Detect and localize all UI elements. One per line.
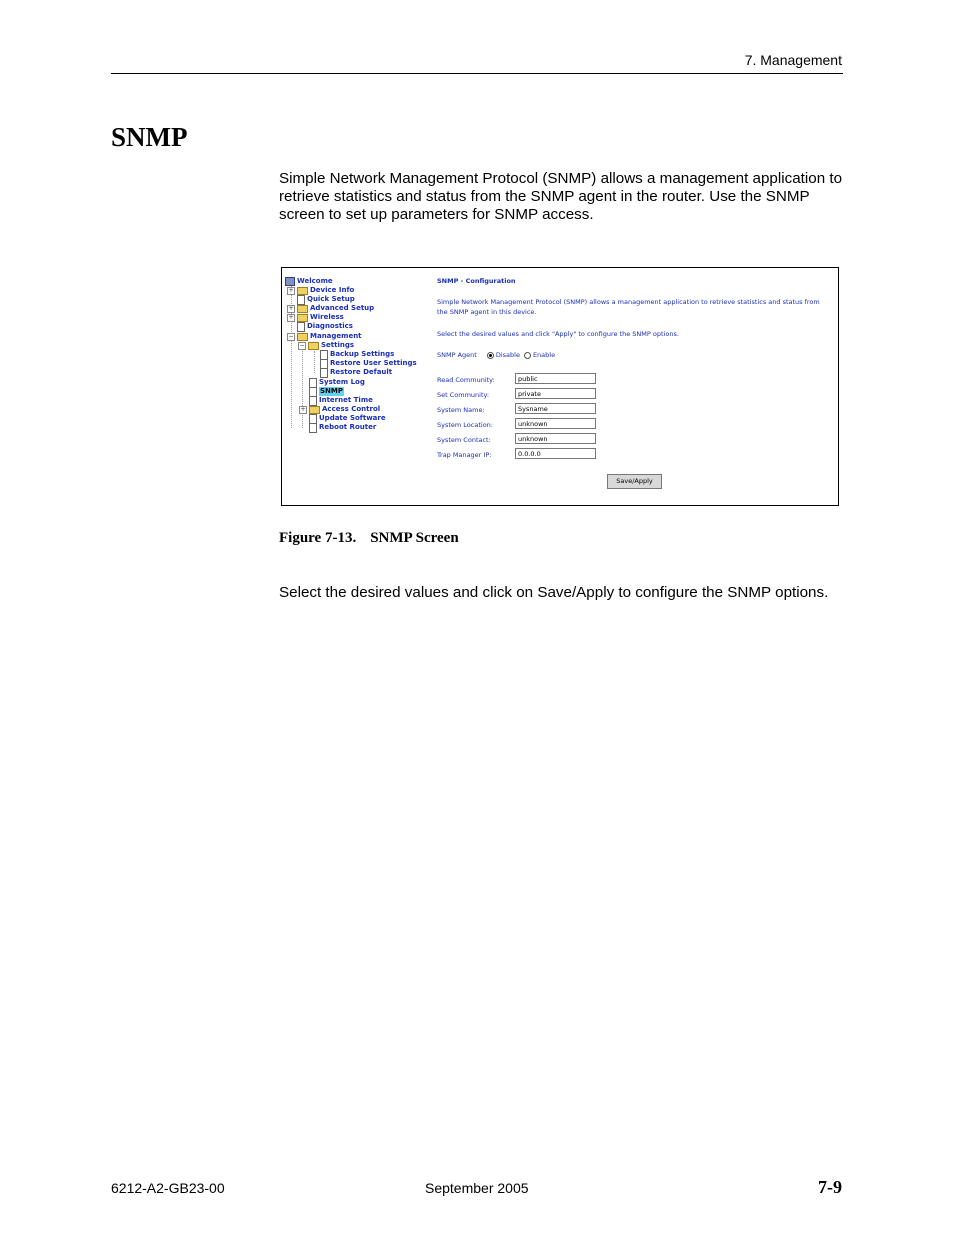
trap-manager-ip-label: Trap Manager IP: (437, 451, 492, 459)
nav-label: Access Control (322, 405, 381, 413)
folder-open-icon (308, 342, 319, 350)
folder-icon (297, 305, 308, 313)
folder-icon (297, 314, 308, 322)
nav-label: Settings (321, 341, 355, 349)
folder-open-icon (297, 333, 308, 341)
nav-item-wireless[interactable] (287, 313, 344, 322)
save-apply-button[interactable]: Save/Apply (607, 474, 662, 489)
folder-icon (297, 287, 308, 295)
system-name-row (437, 403, 607, 416)
nav-label: Backup Settings (330, 350, 395, 358)
read-community-label: Read Community: (437, 376, 495, 384)
figure-title: SNMP Screen (370, 530, 459, 546)
nav-item-restore-default[interactable] (320, 368, 392, 377)
footer-doc-number: 6212-A2-GB23-00 (111, 1180, 225, 1196)
header-rule (111, 73, 843, 74)
set-community-row (437, 388, 607, 401)
page-icon (297, 295, 305, 305)
nav-item-advanced-setup[interactable] (287, 304, 374, 313)
system-location-input[interactable]: unknown (515, 418, 596, 429)
folder-icon (309, 406, 320, 414)
running-header: 7. Management (744, 52, 842, 68)
nav-label: Restore Default (330, 368, 393, 376)
expand-icon[interactable]: + (300, 405, 306, 413)
page-icon (320, 368, 328, 378)
system-contact-label: System Contact: (437, 436, 491, 444)
intro-paragraph: Simple Network Management Protocol (SNMP) allows a management application to retrieve statistics and status from the SNMP agent in the router. Use the SNMP screen to set up parameters for SNMP access. (279, 170, 843, 223)
tree-guide-line (314, 351, 315, 373)
body-paragraph: Select the desired values and click on Save/Apply to configure the SNMP options. (279, 584, 829, 601)
nav-item-backup-settings[interactable] (320, 350, 394, 359)
set-community-input[interactable]: private (515, 388, 596, 399)
system-name-input[interactable]: Sysname (515, 403, 596, 414)
agent-disable-label: Disable (495, 351, 520, 359)
nav-item-welcome[interactable] (285, 277, 333, 286)
snmp-agent-row (437, 351, 555, 359)
trap-manager-ip-row (437, 448, 607, 461)
page-number: 7-9 (818, 1177, 842, 1197)
nav-item-quick-setup[interactable] (297, 295, 355, 304)
figure-number: Figure 7-13. (279, 530, 357, 546)
expand-icon[interactable]: + (288, 286, 294, 294)
nav-item-management[interactable] (287, 332, 362, 341)
agent-enable-label: Enable (532, 351, 556, 359)
trap-manager-ip-input[interactable]: 0.0.0.0 (515, 448, 596, 459)
page-icon (297, 322, 305, 332)
tree-guide-line (302, 342, 303, 428)
snmp-agent-label: SNMP Agent (437, 351, 477, 359)
page-icon (309, 423, 317, 433)
read-community-input[interactable]: public (515, 373, 596, 384)
nav-label: Advanced Setup (310, 304, 375, 312)
nav-item-update-software[interactable] (309, 414, 386, 423)
nav-label: Welcome (297, 277, 333, 285)
nav-label: Reboot Router (319, 423, 377, 431)
nav-item-system-log[interactable] (309, 378, 365, 387)
read-community-row (437, 373, 607, 386)
nav-label: Wireless (310, 313, 344, 321)
agent-enable-radio[interactable] (524, 352, 531, 359)
nav-label: Quick Setup (307, 295, 355, 303)
page-icon (309, 396, 317, 406)
system-contact-input[interactable]: unknown (515, 433, 596, 444)
nav-label: Device Info (310, 286, 355, 294)
section-title: SNMP (111, 122, 188, 152)
nav-label: Internet Time (319, 396, 373, 404)
nav-label: System Log (319, 378, 365, 386)
collapse-icon[interactable]: − (299, 341, 305, 349)
nav-label: Restore User Settings (330, 359, 417, 367)
nav-label: Diagnostics (307, 322, 353, 330)
config-instruction: Select the desired values and click "Apply" to configure the SNMP options. (437, 330, 679, 338)
nav-label: Update Software (319, 414, 386, 422)
nav-item-internet-time[interactable] (309, 396, 373, 405)
system-location-label: System Location: (437, 421, 493, 429)
expand-icon[interactable]: + (288, 313, 294, 321)
config-description: Simple Network Management Protocol (SNMP) allows a management application to retrieve statistics and status from the SNMP agent in this device. (437, 298, 820, 316)
expand-icon[interactable]: + (288, 304, 294, 312)
config-title: SNMP - Configuration (437, 277, 516, 285)
nav-label: Management (310, 332, 362, 340)
computer-icon (285, 277, 295, 286)
set-community-label: Set Community: (437, 391, 490, 399)
nav-item-reboot-router[interactable] (309, 423, 376, 432)
nav-item-restore-user-settings[interactable] (320, 359, 417, 368)
footer-date: September 2005 (425, 1180, 529, 1196)
collapse-icon[interactable]: − (288, 332, 294, 340)
system-name-label: System Name: (437, 406, 485, 414)
system-location-row (437, 418, 607, 431)
figure-caption (279, 530, 459, 547)
nav-label-selected: SNMP (320, 387, 343, 395)
nav-item-diagnostics[interactable] (297, 322, 353, 331)
agent-disable-radio[interactable] (487, 352, 494, 359)
system-contact-row (437, 433, 607, 446)
snmp-screenshot (281, 267, 839, 506)
